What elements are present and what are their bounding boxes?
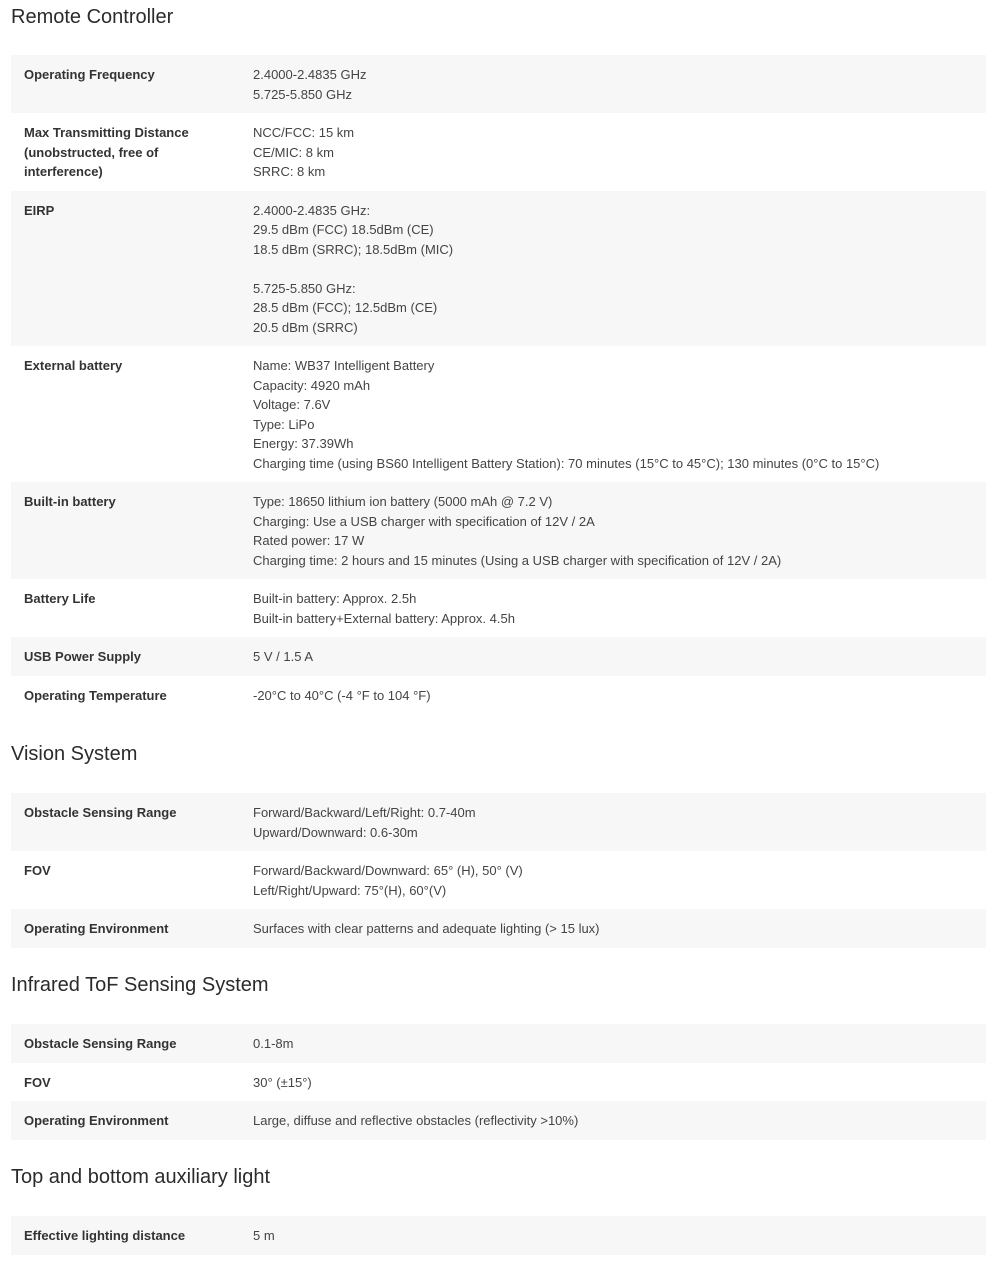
spec-value-line: Built-in battery: Approx. 2.5h <box>253 591 417 606</box>
spec-row-usb-power-supply <box>11 637 986 676</box>
spec-values <box>253 65 986 104</box>
spec-value-line: 20.5 dBm (SRRC) <box>253 319 358 335</box>
spec-row-battery-life <box>11 579 986 637</box>
spec-values <box>253 356 986 473</box>
spec-value-line: 2.4000-2.4835 GHz: <box>253 202 371 218</box>
spec-value-line: Voltage: 7.6V <box>253 397 331 412</box>
spec-values <box>253 1034 986 1054</box>
spec-label-line: FOV <box>24 1074 51 1090</box>
spec-values <box>253 686 986 706</box>
spec-value-line: 5 V / 1.5 A <box>253 649 313 664</box>
spec-row-operating-frequency <box>11 55 986 113</box>
spec-label-line: USB Power Supply <box>24 649 142 664</box>
spec-label-line: Battery Life <box>24 591 96 606</box>
spec-values <box>253 589 986 628</box>
spec-label-line: Operating Environment <box>24 921 169 936</box>
spec-value-line: CE/MIC: 8 km <box>253 144 334 160</box>
spec-values <box>253 1111 986 1131</box>
spec-value-line: NCC/FCC: 15 km <box>253 125 355 140</box>
spec-label <box>11 861 253 900</box>
spec-table-vision-system <box>11 793 986 948</box>
spec-label-line: (unobstructed, free of <box>24 144 159 160</box>
spec-value-line: 18.5 dBm (SRRC); 18.5dBm (MIC) <box>253 241 454 257</box>
spec-values <box>253 1073 986 1093</box>
spec-row-fov <box>11 851 986 909</box>
spec-value-line: Built-in battery+External battery: Approx. 4.5h <box>253 610 515 626</box>
spec-label <box>11 201 253 338</box>
spec-label-line: Operating Temperature <box>24 687 167 703</box>
spec-label-line: Operating Frequency <box>24 67 155 82</box>
spec-value-line: Type: LiPo <box>253 416 315 432</box>
spec-values <box>253 201 986 338</box>
spec-table-infrared-tof <box>11 1024 986 1140</box>
spec-row-max-transmitting-distance <box>11 113 986 191</box>
spec-label-line: Obstacle Sensing Range <box>24 1036 177 1051</box>
spec-label <box>11 1073 253 1093</box>
spec-label-line: EIRP <box>24 202 55 218</box>
spec-label-line: External battery <box>24 358 123 373</box>
spec-label-line: Obstacle Sensing Range <box>24 805 177 820</box>
spec-values <box>253 123 986 182</box>
section-title-remote-controller: Remote Controller <box>11 6 174 28</box>
spec-row-built-in-battery <box>11 482 986 579</box>
spec-label <box>11 1111 253 1131</box>
spec-value-line: 5.725-5.850 GHz: <box>253 280 356 296</box>
spec-label <box>11 1034 253 1054</box>
spec-value-line: Forward/Backward/Downward: 65° (H), 50° (V) <box>253 863 523 878</box>
spec-table-auxiliary-light <box>11 1216 986 1255</box>
spec-value-line: 2.4000-2.4835 GHz <box>253 67 367 82</box>
spec-value-line: 28.5 dBm (FCC); 12.5dBm (CE) <box>253 300 438 315</box>
spec-value-line: 29.5 dBm (FCC) 18.5dBm (CE) <box>253 222 434 237</box>
spec-row-operating-environment <box>11 1101 986 1140</box>
spec-value-line: Charging time: 2 hours and 15 minutes (Using a USB charger with specification of 12V / 2A) <box>253 552 782 568</box>
spec-value-line: Surfaces with clear patterns and adequate lighting (> 15 lux) <box>253 921 600 936</box>
spec-values <box>253 919 986 939</box>
spec-values <box>253 492 986 570</box>
spec-label <box>11 589 253 628</box>
spec-value-line: Energy: 37.39Wh <box>253 436 354 451</box>
spec-row-external-battery <box>11 346 986 482</box>
spec-value-line: Charging time (using BS60 Intelligent Battery Station): 70 minutes (15°C to 45°C); 130 minutes (0°C to 15°C) <box>253 455 880 471</box>
spec-label-line: Max Transmitting Distance <box>24 125 189 140</box>
spec-value-line: -20°C to 40°C (-4 °F to 104 °F) <box>253 687 431 703</box>
spec-row-obstacle-sensing-range <box>11 793 986 851</box>
spec-value-line: Charging: Use a USB charger with specification of 12V / 2A <box>253 513 595 529</box>
spec-label <box>11 123 253 182</box>
spec-label <box>11 803 253 842</box>
spec-label <box>11 686 253 706</box>
spec-label <box>11 647 253 667</box>
spec-row-obstacle-sensing-range <box>11 1024 986 1063</box>
spec-values <box>253 803 986 842</box>
spec-values <box>253 1226 986 1246</box>
section-title-auxiliary-light: Top and bottom auxiliary light <box>11 1166 271 1188</box>
spec-label <box>11 1226 253 1246</box>
spec-row-eirp <box>11 191 986 347</box>
spec-value-line: Type: 18650 lithium ion battery (5000 mAh @ 7.2 V) <box>253 494 553 509</box>
spec-label-line: interference) <box>24 164 103 179</box>
section-title-infrared-tof: Infrared ToF Sensing System <box>11 974 269 996</box>
spec-value-line: Forward/Backward/Left/Right: 0.7-40m <box>253 805 476 820</box>
spec-row-operating-environment <box>11 909 986 948</box>
spec-value-line: Left/Right/Upward: 75°(H), 60°(V) <box>253 882 447 898</box>
spec-values <box>253 861 986 900</box>
spec-value-line: Name: WB37 Intelligent Battery <box>253 358 435 373</box>
spec-label-line: Effective lighting distance <box>24 1228 186 1243</box>
spec-value-line: Large, diffuse and reflective obstacles (reflectivity >10%) <box>253 1113 579 1128</box>
spec-value-line: SRRC: 8 km <box>253 164 326 179</box>
spec-row-effective-lighting-distance <box>11 1216 986 1255</box>
spec-label <box>11 356 253 473</box>
spec-label-line: Operating Environment <box>24 1113 169 1128</box>
spec-label <box>11 919 253 939</box>
spec-table-remote-controller <box>11 55 986 714</box>
spec-label-line: FOV <box>24 863 51 878</box>
spec-value-line: Capacity: 4920 mAh <box>253 377 371 393</box>
spec-value-line: Upward/Downward: 0.6-30m <box>253 824 418 840</box>
spec-value-line: 5.725-5.850 GHz <box>253 86 353 102</box>
spec-label-line: Built-in battery <box>24 494 116 509</box>
spec-value-line: 30° (±15°) <box>253 1074 312 1090</box>
section-title-vision-system: Vision System <box>11 743 138 765</box>
spec-label <box>11 492 253 570</box>
spec-value-spacer <box>253 259 986 279</box>
spec-row-operating-temperature <box>11 676 986 715</box>
spec-value-line: 0.1-8m <box>253 1036 294 1051</box>
spec-row-fov <box>11 1063 986 1102</box>
spec-label <box>11 65 253 104</box>
spec-value-line: Rated power: 17 W <box>253 533 365 548</box>
spec-values <box>253 647 986 667</box>
spec-value-line: 5 m <box>253 1228 275 1243</box>
